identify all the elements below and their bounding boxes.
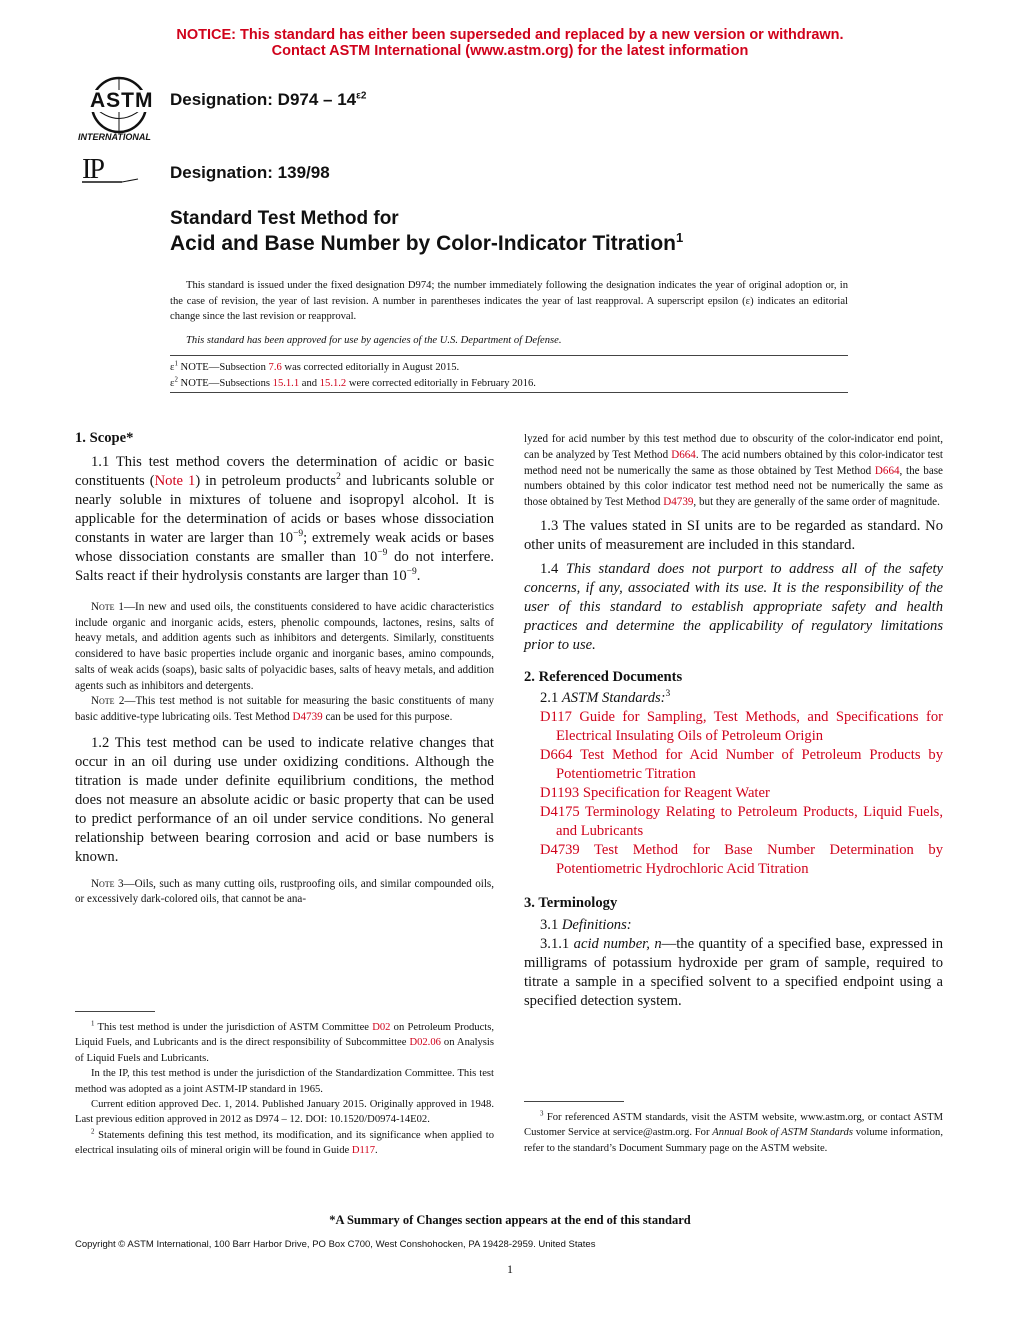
issuance-statement [170, 278, 848, 348]
link-d02[interactable]: D02 [372, 1022, 391, 1033]
intro-divider [170, 355, 848, 356]
left-footnotes [75, 1020, 494, 1159]
note-3-continued: lyzed for acid number by this test method due to obscurity of the color-indicator end point, can be analyzed by Test Method D664. The acid numbers obtained by this color-indicator test method need not be numerically the same as those obtained by Test Method D664, the base numbers obtained by this color indicator test method need not be numerically the same as those obtained by Test Method D4739, but they are generally of the same order of magnitude. [524, 433, 943, 509]
paragraph-3-1-1: 3.1.1 acid number, n—the quantity of a specified base, expressed in milligrams of potassium hydroxide per gram of sample, required to titrate a sample in a specified solvent to a specified endpoint using a specified detection system. [524, 935, 943, 1009]
link-note-1[interactable]: Note 1 [154, 473, 196, 489]
footnote-divider-right [524, 1101, 624, 1102]
dod-approval: This standard has been approved for use by agencies of the U.S. Department of Defense. [186, 334, 562, 346]
ip-logo-underline-icon [82, 178, 142, 188]
paragraph-1-3: 1.3 The values stated in SI units are to be regarded as standard. No other units of measurement are included in this standard. [524, 517, 943, 553]
footnote-2: $^2$ Statements defining this test method, its modification, and its significance when applied to electrical insulating oils of mineral origin will be found in Guide D117. [75, 1128, 494, 1157]
link-7-6[interactable]: 7.6 [268, 362, 282, 373]
link-d02-06[interactable]: D02.06 [409, 1037, 441, 1049]
footnote-1-ip: In the IP, this test method is under the jurisdiction of the Standardization Committee. This test method was adopted as a joint ASTM-IP standard in 1965. [75, 1068, 494, 1095]
astm-logo-international: INTERNATIONAL [78, 132, 151, 142]
ip-logo-letters: IP [82, 154, 103, 185]
reference-item[interactable]: D1193 Specification for Reagent Water [540, 784, 770, 801]
link-d4739-note[interactable]: D4739 [292, 710, 323, 723]
withdrawal-notice [0, 27, 1020, 59]
copyright-line: Copyright © ASTM International, 100 Barr Harbor Drive, PO Box C700, West Conshohocken, PA 19428-2959. United States [75, 1239, 596, 1250]
paragraph-2-1: 2.1 ASTM Standards:$^3$ [540, 689, 671, 706]
footnote-1: $^1$ This test method is under the jurisdiction of ASTM Committee D02 on Petroleum Products, Liquid Fuels, and Lubricants and is the direct responsibility of Subcommittee D02.06 on Analysis of Liquid Fuels and Lubricants. [75, 1020, 494, 1064]
link-d664-a[interactable]: D664 [671, 448, 696, 461]
astm-designation [170, 90, 366, 110]
right-footnotes [524, 1110, 943, 1156]
editorial-note-1: $\varepsilon^1$ NOTE—Subsection 7.6 was corrected editorially in August 2015. [170, 360, 460, 373]
link-d664-b[interactable]: D664 [874, 464, 900, 477]
astm-logo-letters: ASTM [90, 89, 154, 112]
reference-list [524, 708, 943, 879]
section-3-heading: 3. Terminology [524, 894, 618, 911]
link-15-1-2[interactable]: 15.1.2 [319, 377, 347, 389]
title-main: Acid and Base Number by Color-Indicator Titration [170, 232, 677, 255]
summary-of-changes-note: *A Summary of Changes section appears at the end of this standard [329, 1213, 691, 1227]
notice-line-2: Contact ASTM International (www.astm.org) for the latest information [271, 43, 749, 59]
right-column [524, 432, 943, 1011]
reference-item[interactable]: D664 Test Method for Acid Number of Petroleum Products by Potentiometric Titration [540, 746, 943, 782]
astm-designation-label: Designation: D974 – 14 [170, 90, 357, 109]
ip-logo [82, 154, 142, 186]
footnote-divider-left [75, 1011, 155, 1012]
link-d4739-a[interactable]: D4739 [663, 496, 694, 509]
astm-designation-epsilon: ε2 [356, 90, 367, 102]
paragraph-1-2: 1.2 This test method can be used to indicate relative changes that occur in an oil during use under oxidizing conditions. Although the titration is made under definite equilibrium conditions, the method does not measure an absolute acidic or basic property that can be used to predict performance of an oil under service conditions. No general relationship between bearing corrosion and acid or base numbers is known. [75, 734, 494, 865]
title-line-2 [170, 232, 683, 256]
reference-item[interactable]: D117 Guide for Sampling, Test Methods, and Specifications for Electrical Insulating Oils of Petroleum Origin [540, 708, 943, 744]
paragraph-3-1: 3.1 Definitions: [540, 916, 632, 933]
footnote-3: $^3$ For referenced ASTM standards, visit the ASTM website, www.astm.org, or contact ASTM Customer Service at service@astm.org. For Annual Book of ASTM Standards volume information, refer to the standard’s Document Summary page on the ASTM website. [524, 1110, 943, 1154]
editorial-note-2: $\varepsilon^2$ NOTE—Subsections 15.1.1 and 15.1.2 were corrected editorially in February 2016. [170, 375, 536, 389]
section-2-heading: 2. Referenced Documents [524, 668, 683, 685]
ip-designation: Designation: 139/98 [170, 163, 330, 182]
editorial-notes [170, 360, 848, 391]
page-number: 1 [507, 1262, 513, 1276]
notice-line-1: NOTICE: This standard has either been superseded and replaced by a new version or withdrawn. [176, 27, 844, 43]
intro-divider-bottom [170, 392, 848, 393]
section-1-heading: 1. Scope* [75, 430, 134, 446]
title-footnote-mark: 1 [676, 230, 684, 245]
title-line-1: Standard Test Method for [170, 208, 399, 229]
footnote-1-edition: Current edition approved Dec. 1, 2014. Published January 2015. Originally approved in 1948. Last previous edition approved in 2012 as D974 – 12. DOI: 10.1520/D0974-14E02. [75, 1099, 494, 1126]
astm-logo [76, 74, 162, 144]
note-2: Note 2—This test method is not suitable for measuring the basic constituents of many basic additive-type lubricating oils. Test Method D4739 can be used for this purpose. [75, 695, 494, 723]
reference-item[interactable]: D4739 Test Method for Base Number Determination by Potentiometric Hydrochloric Acid Titration [540, 841, 943, 877]
paragraph-1-4: 1.4 This standard does not purport to address all of the safety concerns, if any, associated with its use. It is the responsibility of the user of this standard to establish appropriate safety and health practices and determine the applicability of regulatory limitations prior to use. [524, 560, 943, 653]
note-3: Note 3—Oils, such as many cutting oils, rustproofing oils, and similar compounded oils, or excessively dark-colored oils, that cannot be ana- [75, 877, 494, 906]
paragraph-1-1: 1.1 This test method covers the determination of acidic or basic constituents (Note 1) in petroleum products$^2$ and lubricants soluble or nearly soluble in mixtures of toluene and isopropyl alcohol. It is applicable for the determination of acids or bases whose dissociation constants in water are larger than $10^{-9}$; extremely weak acids or bases whose dissociation constants are smaller than $10^{-9}$ do not interfere. Salts react if their hydrolysis constants are larger than $10^{-9}$. [75, 454, 495, 584]
reference-item[interactable]: D4175 Terminology Relating to Petroleum Products, Liquid Fuels, and Lubricants [540, 803, 943, 839]
link-d117-footnote[interactable]: D117 [351, 1145, 376, 1157]
left-column [75, 430, 494, 908]
issuance-text: This standard is issued under the fixed designation D974; the number immediately following the designation indicates the year of original adoption or, in the case of revision, the year of last revision. A number in parentheses indicates the year of last reapproval. A superscript epsilon (ε) indicates an editorial change since the last revision or reapproval. [170, 280, 848, 322]
link-15-1-1[interactable]: 15.1.1 [272, 377, 300, 389]
note-1: Note 1—In new and used oils, the constituents considered to have acidic characteristics include organic and inorganic acids, esters, phenolic compounds, lactones, resins, salts of heavy metals, and addition agents such as inhibitors and detergents. Similarly, constituents considered to have basic properties include organic and inorganic bases, amino compounds, salts of weak acids (soaps), basic salts of polyacidic bases, salts of heavy metals, and addition agents such as inhibitors and detergents. [75, 601, 494, 692]
